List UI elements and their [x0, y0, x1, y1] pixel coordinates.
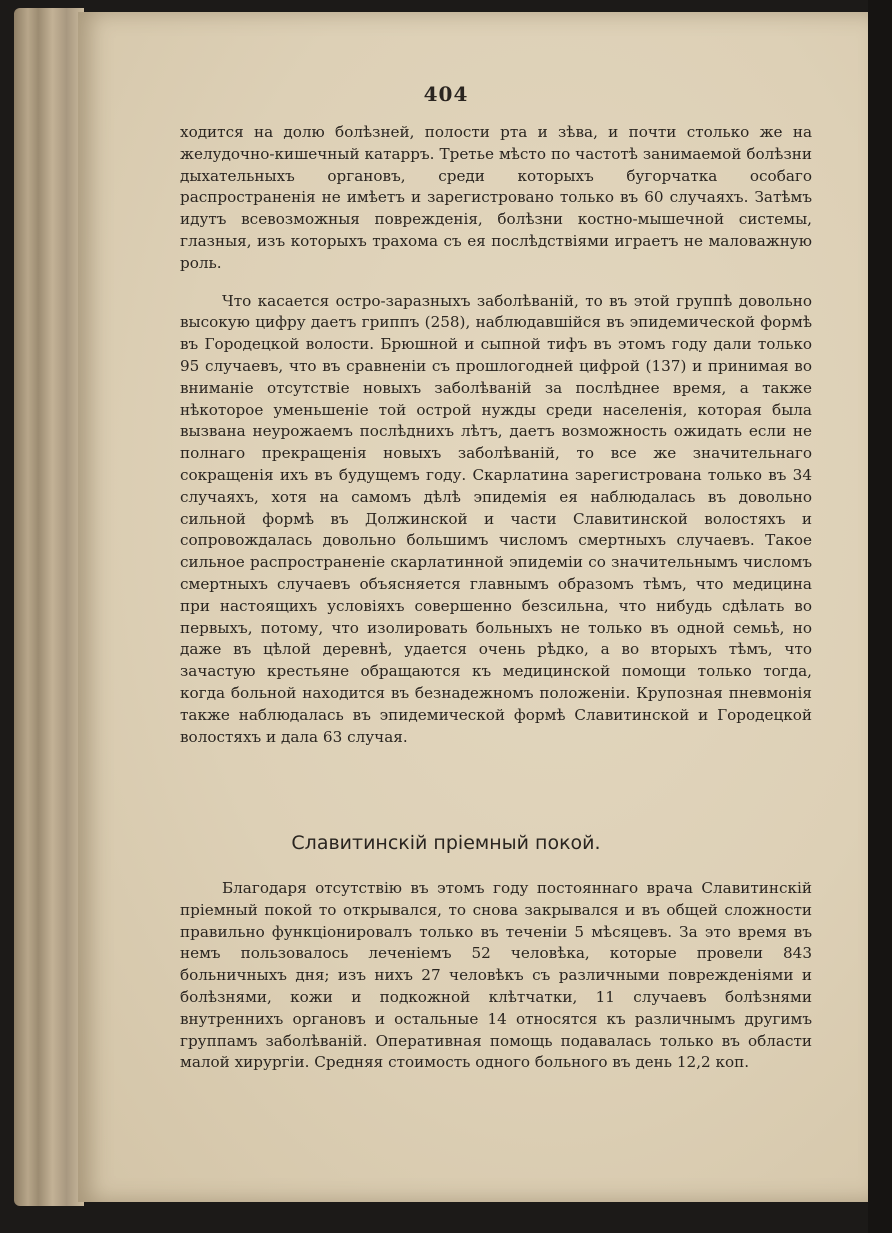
- section-heading: Славитинскій пріемный покой.: [291, 832, 601, 854]
- paragraph-1: ходится на долю болѣзней, полости рта и зѣва, и почти столько же на желудочно-кишечный катарръ. Третье мѣсто по частотѣ занимаемой болѣзни дыхательныхъ органовъ, среди которыхъ бугорчатка особаго распространенія не имѣетъ и зарегистровано только въ 60 случаяхъ. Затѣмъ идутъ всевозможныя поврежденія, болѣзни костно-мышечной системы, глазныя, изъ которыхъ трахома съ ея послѣдствіями играетъ не маловажную роль.: [180, 123, 812, 272]
- book-page-edges: [14, 8, 84, 1206]
- paragraph-3: Благодаря отсутствію въ этомъ году постояннаго врача Славитинскій пріемный покой то открывался, то снова закрывался и въ общей сложности правильно функціонировалъ только въ теченіи 5 мѣсяцевъ. За это время въ немъ пользовалось леченіемъ 52 человѣка, которые провели 843 больничныхъ дня; изъ нихъ 27 человѣкъ съ различными поврежденіями и болѣзнями, кожи и подкожной клѣтчатки, 11 случаевъ болѣзнями внутреннихъ органовъ и остальные 14 относятся къ различнымъ другимъ группамъ заболѣваній. Оперативная помощь подавалась только въ области малой хирургіи. Средняя стоимость одного больного въ день 12,2 коп.: [180, 879, 812, 1072]
- text-block-top: [180, 122, 812, 748]
- right-margin-shadow: [868, 0, 892, 1233]
- paragraph-2: Что касается остро-заразныхъ заболѣваній, то въ этой группѣ довольно высокую цифру даетъ гриппъ (258), наблюдавшійся въ эпидемической формѣ въ Городецкой волости. Брюшной и сыпной тифъ въ этомъ году дали только 95 случаевъ, что въ сравненіи съ прошлогодней цифрой (137) и принимая во вниманіе отсутствіе новыхъ заболѣваній за послѣднее время, а также нѣкоторое уменьшеніе той острой нужды среди населенія, которая была вызвана неурожаемъ послѣднихъ лѣтъ, даетъ возможность ожидать если не полнаго прекращенія новыхъ заболѣваній, то все же значительнаго сокращенія ихъ въ будущемъ году. Скарлатина зарегистрована только въ 34 случаяхъ, хотя на самомъ дѣлѣ эпидемія ея наблюдалась въ довольно сильной формѣ въ Должинской и части Славитинской волостяхъ и сопровождалась довольно большимъ числомъ смертныхъ случаевъ. Такое сильное распространеніе скарлатинной эпидеміи со значительнымъ числомъ смертныхъ случаевъ объясняется главнымъ образомъ тѣмъ, что медицина при настоящихъ условіяхъ совершенно безсильна, что нибудь сдѣлать во первыхъ, потому, что изолировать больныхъ не только въ одной семьѣ, но даже въ цѣлой деревнѣ, удается очень рѣдко, а во вторыхъ тѣмъ, что зачастую крестьяне обращаются къ медицинской помощи только тогда, когда больной находится въ безнадежномъ положеніи. Крупозная пневмонія также наблюдалась въ эпидемической формѣ Славитинской и Городецкой волостяхъ и дала 63 случая.: [180, 291, 812, 746]
- text-block-bottom: [180, 878, 812, 1074]
- page-number: 404: [423, 82, 469, 106]
